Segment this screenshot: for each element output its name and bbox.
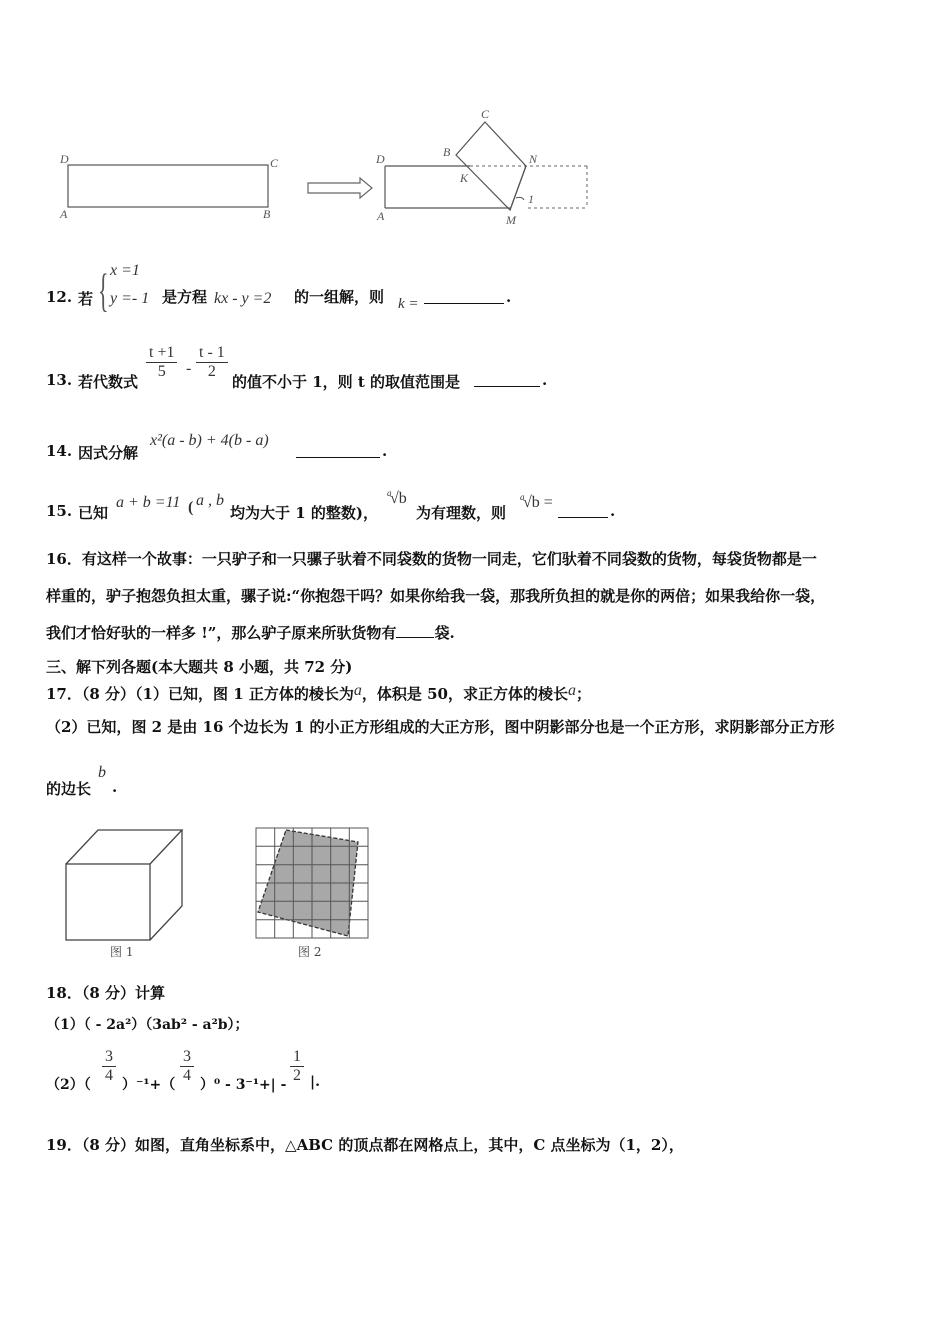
q12-pre: 若 [78,290,94,308]
q18-fraction-2: $\frac{3}{4}$ [180,1048,194,1085]
figure-2-caption: 图 2 [298,945,322,959]
q17-line-1 [46,682,591,704]
label-1-right: 1 [528,192,534,206]
q15-root2: √b = [523,494,553,511]
figure-2-grid [252,826,372,962]
q12-k: k = [398,296,419,312]
q14-answer-blank[interactable] [296,442,380,458]
q13-fraction-1: $\frac{t +1}{5}$ [146,344,177,381]
q18-p2-b: ）⁻¹+（ [122,1077,176,1093]
q18-p2-c: ）⁰ - 3⁻¹+| - [200,1077,287,1093]
q15-root1-index: a [387,488,392,498]
q15-equation: a + b =11 [116,494,181,511]
q15-answer-blank[interactable] [558,502,608,518]
q12-mid2: 的一组解，则 [294,288,385,306]
q18-fraction-3: $\frac{1}{2}$ [290,1048,304,1085]
q17-line-3-pre: 的边长 [46,780,92,798]
q12-sys2: y =- 1 [110,290,150,307]
q16-line-3 [46,622,455,643]
label-k-right: K [460,171,469,185]
q15-number: 15. [46,502,73,520]
label-c-left: C [270,156,279,170]
q16-line-1: 16．有这样一个故事：一只驴子和一只骡子驮着不同袋数的货物一同走，它们驮着不同袋数的货物，每袋货物都是一 [46,550,817,568]
q15-root1: √b [390,490,407,507]
q18-fraction-1: $\frac{3}{4}$ [102,1048,116,1085]
q16-line-2: 样重的，驴子抱怨负担太重，骡子说:“你抱怨干吗？如果你给我一袋，那我所负担的就是你的两倍；如果我给你一袋， [46,587,826,605]
q18-part-1: （1）（ - 2a²）（3ab² - a²b）； [46,1017,249,1033]
q17-line-3-end: . [112,778,118,796]
fold-figure [50,100,610,230]
q13-answer-blank[interactable] [474,371,540,387]
figure-1-caption: 图 1 [110,945,134,959]
q13-minus: - [186,360,192,377]
label-b-right: B [443,145,451,159]
q14-end: . [382,442,388,460]
q15-paren: ( [188,499,194,516]
q15-end: . [610,502,616,520]
q13-pre: 若代数式 [78,373,139,391]
q13-number: 13. [46,371,73,389]
q17-line-2: （2）已知，图 2 是由 16 个边长为 1 的小正方形组成的大正方形，图中阴影部分也是一个正方形，求阴影部分正方形 [46,718,835,736]
q13-end: . [542,371,548,389]
q15-post: 均为大于 1 的整数)， [230,504,378,522]
label-n-right: N [529,152,538,166]
q13-fraction-2: $\frac{t - 1}{2}$ [196,344,228,381]
folded-rectangle [385,122,587,210]
right-arrow-icon [308,178,372,198]
q18-p2-a: （2）（ [46,1077,91,1093]
q12-answer-blank[interactable] [424,288,504,304]
q16-answer-blank[interactable] [396,623,434,638]
q18-p2-d: |. [310,1074,320,1090]
q17-var-b: b [98,764,106,781]
q17-line-1-end: ； [575,685,591,703]
q17-var-a-1: a [353,682,362,699]
q13-post: 的值不小于 1，则 t 的取值范围是 [232,373,461,391]
q16-line-3-pre: 我们才恰好驮的一样多 !”，那么驴子原来所驮货物有 [46,624,397,642]
label-a-right: A [377,209,385,223]
q14-pre: 因式分解 [78,444,139,462]
q17-var-a-2: a [567,682,576,699]
q12-end: . [506,288,512,306]
q12-mid1: 是方程 [162,288,208,306]
q16-line-3-post: 袋. [434,624,455,642]
q15-mid: 为有理数，则 [416,504,507,522]
figure-1-cube [60,826,190,962]
brace-icon: { [98,264,109,317]
section-3-heading: 三、解下列各题(本大题共 8 小题，共 72 分) [46,658,353,676]
q19-text: 19．（8 分）如图，直角坐标系中，△ABC 的顶点都在网格点上，其中，C 点坐标为（1，2）， [46,1136,684,1154]
q17-line-1-pre: 17．（8 分）（1）已知，图 1 正方体的棱长为 [46,685,354,703]
q17-line-1-mid: ，体积是 50，求正方体的棱长 [361,685,568,703]
label-c-right: C [481,107,490,121]
q12-sys1: x =1 [110,262,140,279]
label-a-left: A [60,207,68,221]
rectangle-abcd [68,165,268,207]
q12-equation: kx - y =2 [214,290,272,307]
label-d-right: D [376,152,385,166]
label-d-left: D [60,152,69,166]
q18-title: 18．（8 分）计算 [46,984,166,1002]
q12-number: 12. [46,288,73,306]
q15-pre: 已知 [78,504,109,522]
q14-expression: x²(a - b) + 4(b - a) [150,432,269,449]
label-b-left: B [263,207,271,221]
q15-root2-index: a [520,492,525,502]
label-m-right: M [506,213,516,227]
q14-number: 14. [46,442,73,460]
q15-ab: a , b [196,492,224,509]
